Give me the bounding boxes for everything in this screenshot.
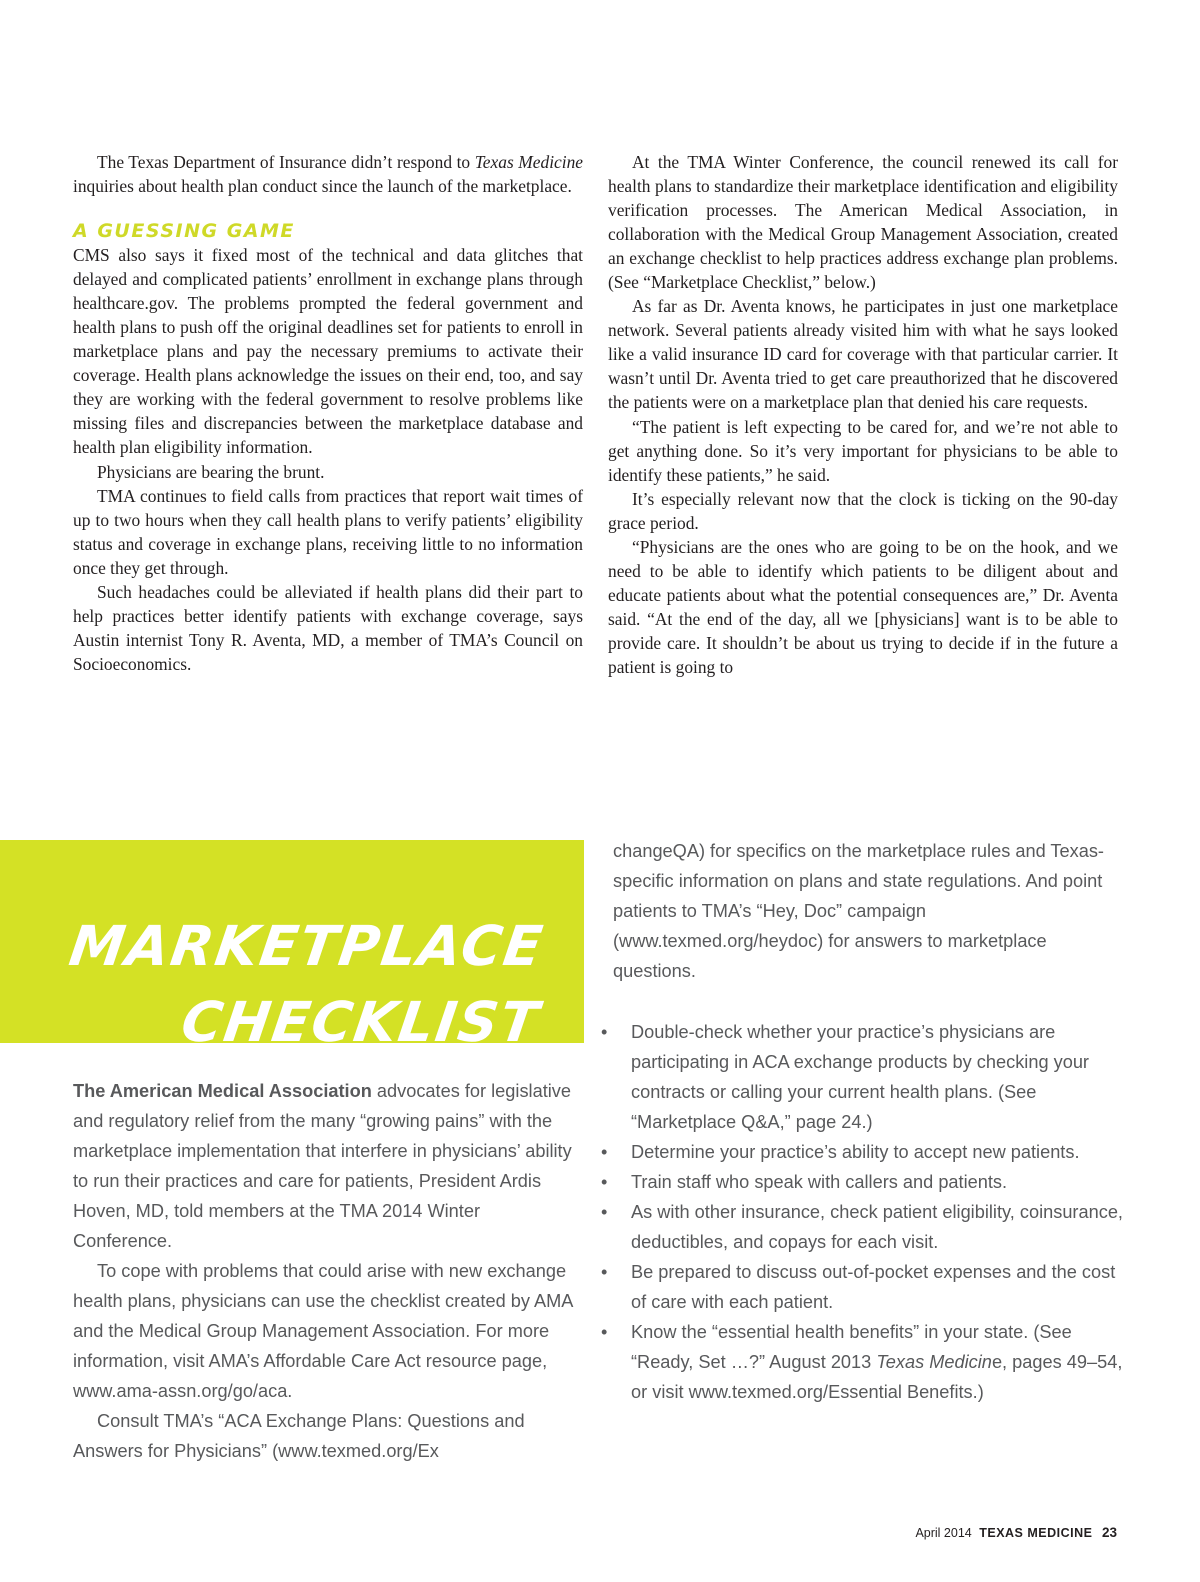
checklist-item: • Determine your practice’s ability to accept new patients. — [613, 1137, 1123, 1167]
sidebar-paragraph: To cope with problems that could arise with new exchange health plans, physicians can use the checklist created by AMA and the Medical Group Management Association. For more information, visit AMA’s Affordable Care Act resource page, www.ama-assn.org/go/aca. — [73, 1261, 573, 1401]
publication-name: Texas Medicine — [474, 152, 583, 172]
page-footer — [915, 1525, 1117, 1540]
article-paragraph: “Physicians are the ones who are going to be on the hook, and we need to be able to identify which patients to be diligent about and educate patients about what the potential consequences are,” Dr. Aventa said. “At the end of the day, all we [physicians] want is to be able to provide care. It shouldn’t be about us trying to decide if in the future a patient is going to — [608, 536, 1118, 677]
sidebar-right-column — [601, 836, 1123, 1407]
publication-name: Texas Medicin — [876, 1352, 992, 1372]
article-paragraph: As far as Dr. Aventa knows, he participates in just one marketplace network. Several patients already visited him with what he says looked like a valid insurance ID card for coverage with that particular carrier. It wasn’t until Dr. Aventa tried to get care preauthorized that he discovered the patients were on a marketplace plan that denied his care requests. — [608, 296, 1118, 413]
sidebar-lead-in: The American Medical Association — [73, 1081, 372, 1101]
checklist-item: • Be prepared to discuss out-of-pocket expenses and the cost of care with each patient. — [613, 1257, 1123, 1317]
issue-date: April 2014 — [915, 1526, 972, 1540]
article-paragraph: “The patient is left expecting to be cared for, and we’re not able to get anything done. So it’s very important for physicians to be able to identify these patients,” he said. — [608, 416, 1118, 485]
checklist-item: • Double-check whether your practice’s physicians are participating in ACA exchange products by checking your contracts or calling your current health plans. (See “Marketplace Q&A,” page 24.) — [613, 1017, 1123, 1137]
sidebar-paragraph: The American Medical Association advocates for legislative and regulatory relief from the many “growing pains” with the marketplace implementation that interfere in physicians’ ability to run their practices and care for patients, President Ardis Hoven, MD, told members at the TMA 2014 Winter Conference. — [73, 1081, 572, 1251]
sidebar-left-column — [73, 1076, 573, 1466]
article-left-column — [73, 150, 583, 676]
article-paragraph: TMA continues to field calls from practices that report wait times of up to two hours when they call health plans to verify patients’ eligibility status and coverage in exchange plans, receiving little to no information once they get through. — [73, 485, 583, 578]
magazine-name: TEXAS MEDICINE — [979, 1526, 1093, 1540]
article-paragraph: Physicians are bearing the brunt. — [97, 461, 325, 482]
sidebar-paragraph: Consult TMA’s “ACA Exchange Plans: Questions and Answers for Physicians” (www.texmed.org/Ex — [73, 1411, 525, 1461]
bullet-icon: • — [601, 1262, 608, 1282]
checklist-item: • Know the “essential health benefits” in your state. (See “Ready, Set …?” August 2013 Texas Medicine, pages 49–54, or visit www.texmed.org/Essential Benefits.) — [613, 1317, 1123, 1407]
article-paragraph: At the TMA Winter Conference, the council renewed its call for health plans to standardize their marketplace identification and eligibility verification processes. The American Medical Association, in collaboration with the Medical Group Management Association, created an exchange checklist to help practices address exchange plan problems. (See “Marketplace Checklist,” below.) — [608, 152, 1118, 293]
article-paragraph: CMS also says it fixed most of the technical and data glitches that delayed and complicated patients’ enrollment in exchange plans through healthcare.gov. The problems prompted the federal government and health plans to push off the original deadlines set for patients to enroll in marketplace plans and pay the necessary premiums to activate their coverage. Health plans acknowledge the issues on their end, too, and say they are working with the federal government to resolve problems like missing files and discrepancies between the marketplace database and health plan eligibility information. — [73, 245, 583, 458]
sidebar-title-line-1: MARKETPLACE — [65, 914, 549, 978]
bullet-icon: • — [601, 1172, 608, 1192]
bullet-icon: • — [601, 1202, 608, 1222]
article-paragraph: It’s especially relevant now that the clock is ticking on the 90-day grace period. — [608, 488, 1118, 533]
checklist — [601, 1017, 1123, 1407]
page-number: 23 — [1101, 1525, 1117, 1540]
bullet-icon: • — [601, 1142, 608, 1162]
sidebar-title-line-2: CHECKLIST — [177, 990, 545, 1054]
section-subhead: A GUESSING GAME — [73, 220, 295, 243]
bullet-icon: • — [601, 1322, 608, 1342]
sidebar-paragraph: changeQA) for specifics on the marketplace rules and Texas-specific information on plans and state regulations. And point patients to TMA’s “Hey, Doc” campaign (www.texmed.org/heydoc) for answers to marketplace questions. — [613, 841, 1104, 981]
checklist-item: • Train staff who speak with callers and patients. — [613, 1167, 1123, 1197]
article-right-column — [608, 150, 1118, 679]
checklist-item: • As with other insurance, check patient eligibility, coinsurance, deductibles, and copays for each visit. — [613, 1197, 1123, 1257]
bullet-icon: • — [601, 1022, 608, 1042]
article-paragraph: The Texas Department of Insurance didn’t respond to Texas Medicine inquiries about health plan conduct since the launch of the marketplace. — [73, 152, 583, 197]
article-paragraph: Such headaches could be alleviated if health plans did their part to help practices better identify patients with exchange coverage, says Austin internist Tony R. Aventa, MD, a member of TMA’s Council on Socioeconomics. — [73, 581, 583, 674]
